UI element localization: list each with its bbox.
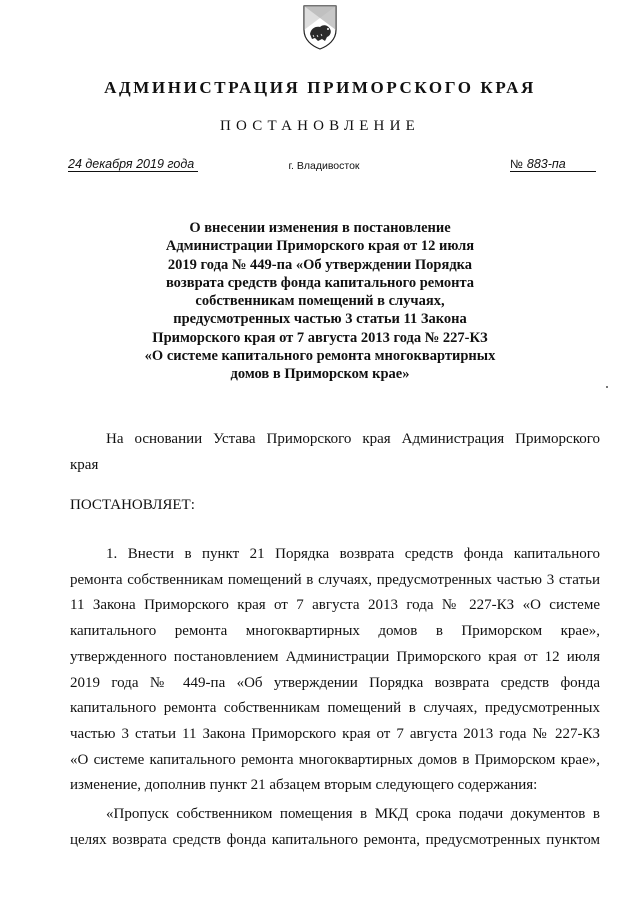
organization-name: АДМИНИСТРАЦИЯ ПРИМОРСКОГО КРАЯ — [104, 78, 536, 97]
item-line: 2019 года № 449-па «Об утверждении Порядка возврата средств фонда — [70, 674, 600, 691]
document-type: ПОСТАНОВЛЕНИЕ — [220, 118, 420, 134]
document-number — [510, 157, 596, 172]
item-1-paragraph — [70, 542, 600, 799]
title-line: Приморского края от 7 августа 2013 года № 227-КЗ — [152, 329, 488, 346]
preamble-line: На основании Устава Приморского края Администрация Приморского — [106, 431, 600, 447]
item-line: частью 3 статьи 11 Закона Приморского края от 7 августа 2013 года № 227-КЗ — [70, 725, 600, 742]
title-line: возврата средств фонда капитального ремонта — [165, 274, 475, 291]
item-line: 1. Внести в пункт 21 Порядка возврата средств фонда капитального — [106, 546, 600, 562]
title-line: О внесении изменения в постановление — [189, 220, 451, 236]
coat-of-arms-icon — [301, 4, 339, 50]
item-line: «О системе капитального ремонта многоквартирных домов в Приморском крае», — [70, 751, 600, 768]
scan-mark — [606, 386, 608, 388]
quote-line: целях возврата средств фонда капитального ремонта, предусмотренных пунктом — [70, 831, 600, 848]
title-line: «О системе капитального ремонта многоквартирных — [144, 348, 496, 365]
document-city: г. Владивосток — [288, 160, 360, 172]
title-line: предусмотренных частью 3 статьи 11 Закона — [173, 311, 467, 328]
quote-line: «Пропуск собственником помещения в МКД срока подачи документов в — [106, 806, 600, 822]
preamble-paragraph — [70, 427, 600, 478]
quote-paragraph — [70, 802, 600, 853]
item-line: капитального ремонта многоквартирных домов в Приморском крае», — [70, 623, 600, 640]
document-title — [110, 219, 530, 384]
item-line: 11 Закона Приморского края от 7 августа 2013 года № 227-КЗ «О системе — [70, 597, 600, 614]
title-line: собственникам помещений в случаях, — [195, 293, 445, 310]
number-sign: № — [510, 157, 523, 171]
title-line: домов в Приморском крае» — [230, 366, 410, 383]
document-date: 24 декабря 2019 года — [68, 157, 198, 172]
title-line: 2019 года № 449-па «Об утверждении Порядка — [167, 256, 473, 273]
resolve-word: ПОСТАНОВЛЯЕТ: — [70, 497, 195, 513]
number-value: 883-па — [526, 157, 566, 171]
item-line: ремонта собственникам помещений в случаях, предусмотренных частью 3 статьи — [70, 571, 600, 588]
item-line: изменение, дополнив пункт 21 абзацем вторым следующего содержания: — [70, 777, 538, 794]
item-line: капитального ремонта собственникам помещений в случаях, предусмотренных — [70, 700, 600, 717]
item-line: утвержденного постановлением Администрации Приморского края от 12 июля — [70, 648, 600, 665]
title-line: Администрации Приморского края от 12 июля — [165, 238, 475, 255]
preamble-line: края — [70, 456, 99, 473]
